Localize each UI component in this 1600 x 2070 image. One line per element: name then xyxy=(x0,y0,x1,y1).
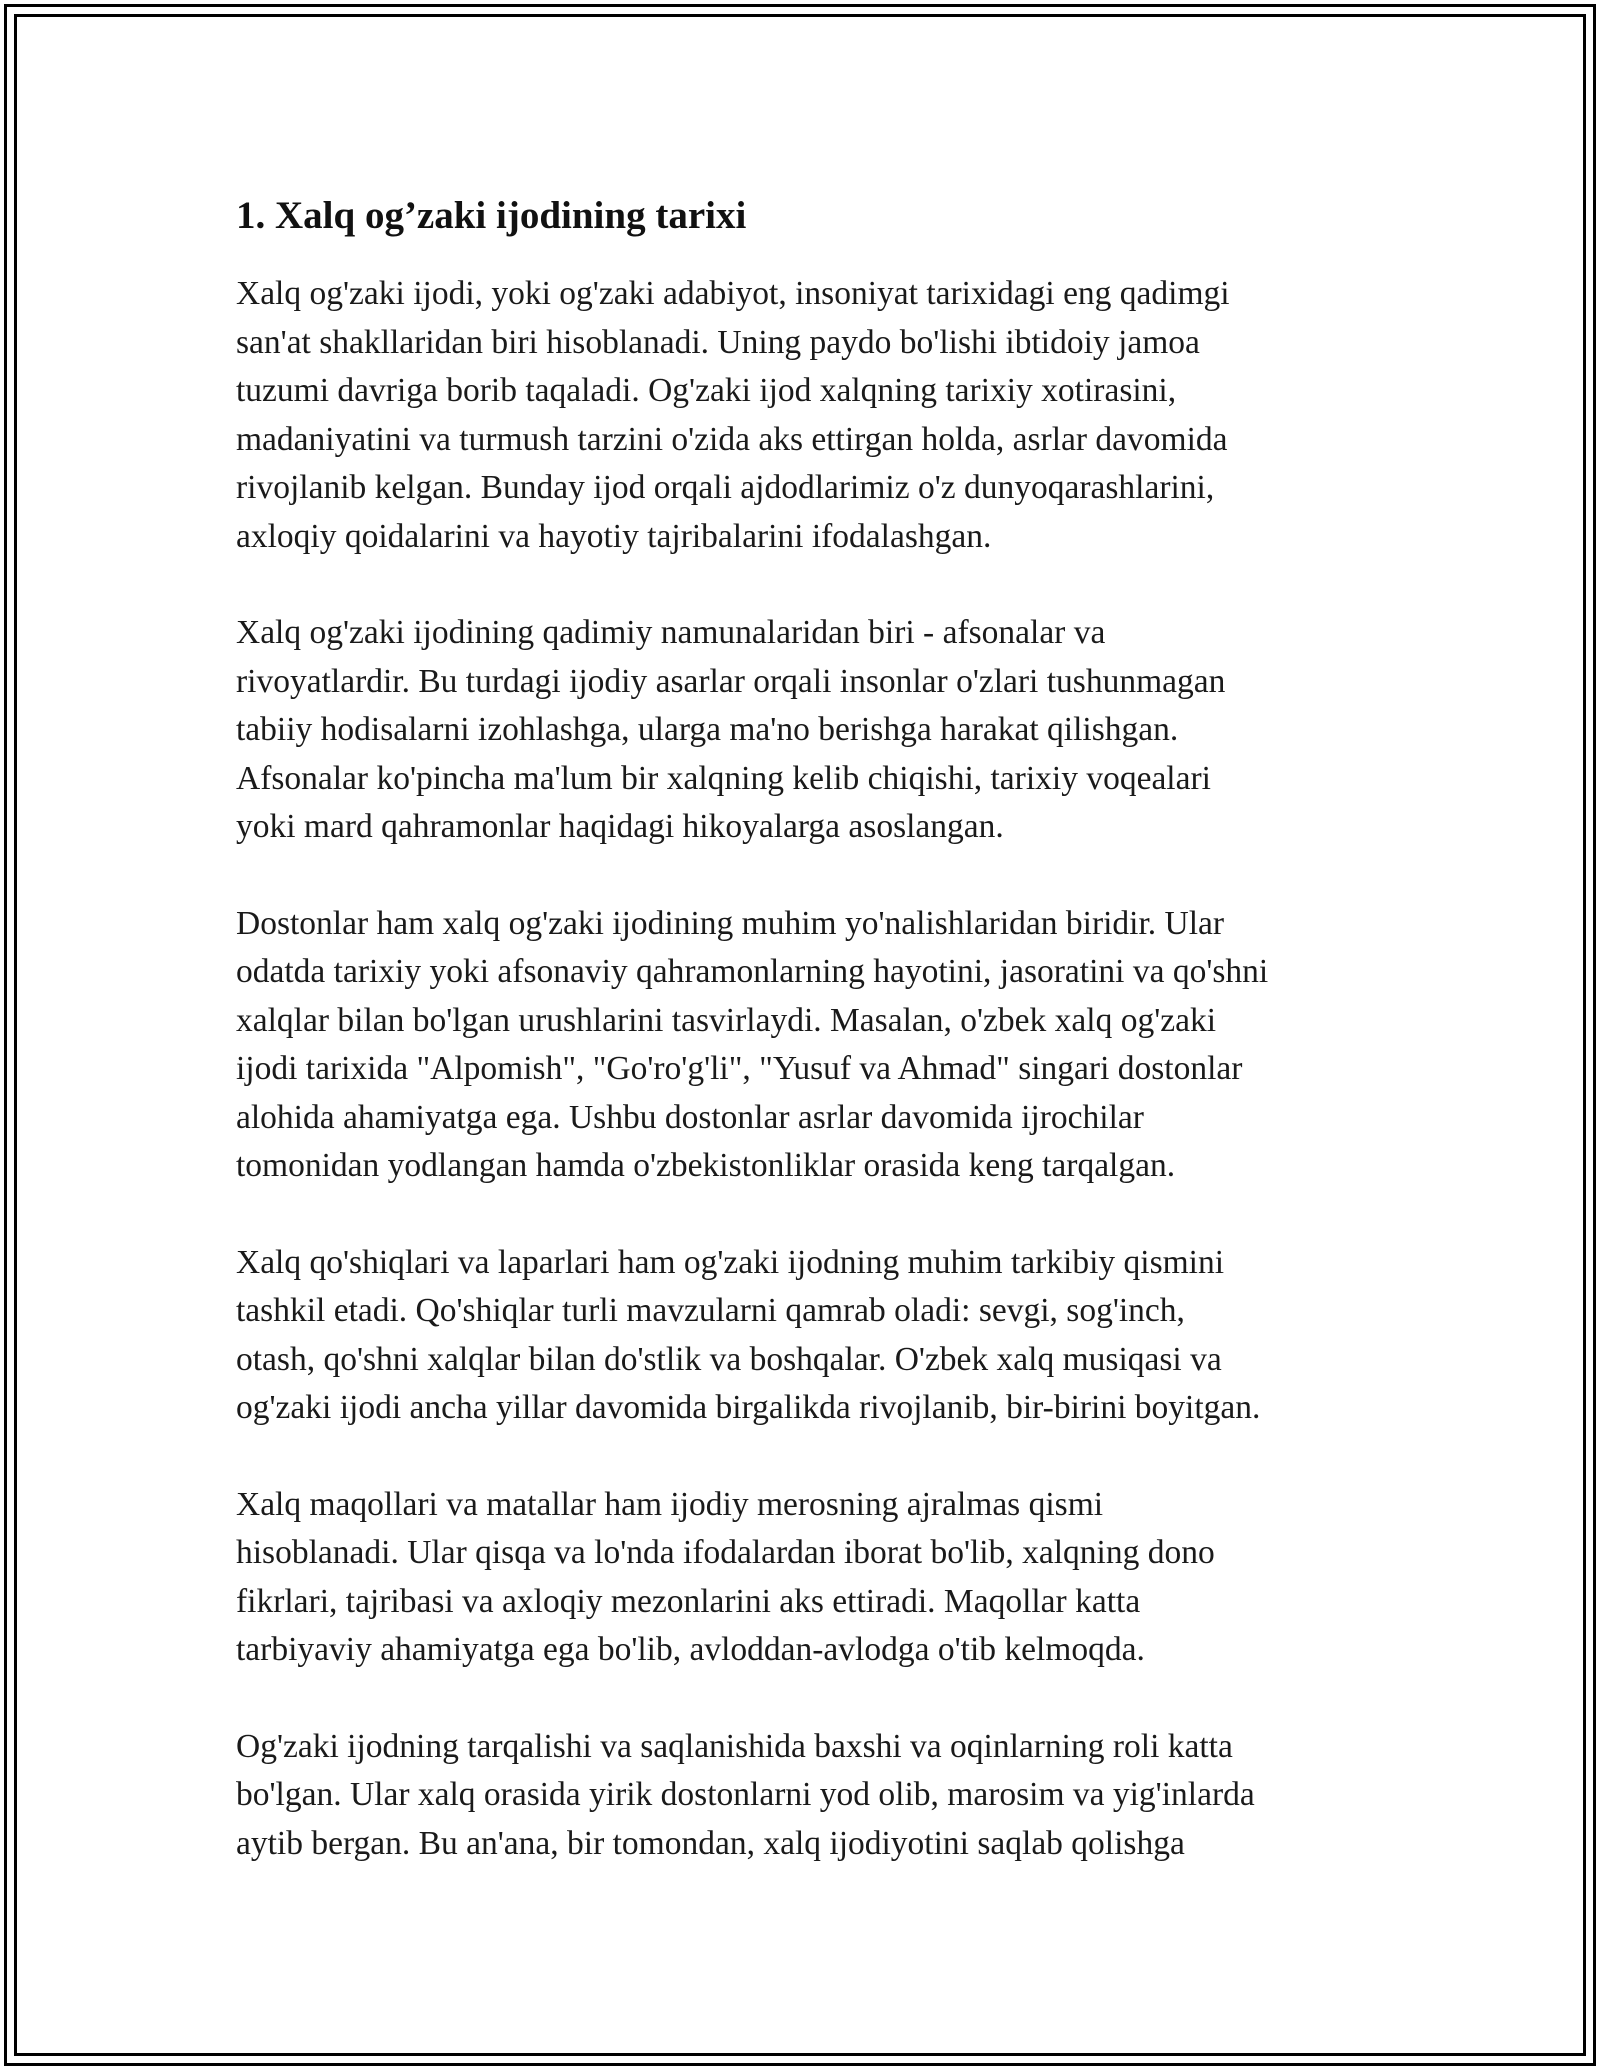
section-heading: 1. Xalq og’zaki ijodining tarixi xyxy=(236,194,747,237)
document-body xyxy=(236,187,1370,1916)
paragraph-epics: Dostonlar ham xalq og'zaki ijodining muhim yo'nalishlaridan biridir. Ular odatda tarixiy yoki afsonaviy qahramonlarning hayotini, jasoratini va qo'shni xalqlar bilan bo'lgan urushlarini tasvirlaydi. Masalan, o'zbek xalq og'zaki ijodi tarixida "Alpomish", "Go'ro'g'li", "Yusuf va Ahmad" singari dostonlar alohida ahamiyatga ega. Ushbu dostonlar asrlar davomida ijrochilar tomonidan yodlangan hamda o'zbekistonliklar orasida keng tarqalgan. xyxy=(236,904,1269,1184)
paragraph-folk-songs: Xalq qo'shiqlari va laparlari ham og'zaki ijodning muhim tarkibiy qismini tashkil etadi. Qo'shiqlar turli mavzularni qamrab oladi: sevgi, sog'inch, otash, qo'shni xalqlar bilan do'stlik va boshqalar. O'zbek xalq musiqasi va og'zaki ijodi ancha yillar davomida birgalikda rivojlanib, bir-birini boyitgan. xyxy=(236,1243,1261,1426)
paragraph-proverbs: Xalq maqollari va matallar ham ijodiy merosning ajralmas qismi hisoblanadi. Ular qisqa va lo'nda ifodalardan iborat bo'lib, xalqning dono fikrlari, tajribasi va axloqiy mezonlarini aks ettiradi. Maqollar katta tarbiyaviy ahamiyatga ega bo'lib, avloddan-avlodga o'tib kelmoqda. xyxy=(236,1485,1215,1668)
paragraph-oral-literature-origins: Xalq og'zaki ijodi, yoki og'zaki adabiyot, insoniyat tarixidagi eng qadimgi san'at shakllaridan biri hisoblanadi. Uning paydo bo'lishi ibtidoiy jamoa tuzumi davriga borib taqaladi. Og'zaki ijod xalqning tarixiy xotirasini, madaniyatini va turmush tarzini o'zida aks ettirgan holda, asrlar davomida rivojlanib kelgan. Bunday ijod orqali ajdodlarimiz o'z dunyoqarashlarini, axloqiy qoidalarini va hayotiy tajribalarini ifodalashgan. xyxy=(236,275,1230,555)
paragraph-bakhshi-and-oqins: Og'zaki ijodning tarqalishi va saqlanishida baxshi va oqinlarning roli katta bo'lgan. Ular xalq orasida yirik dostonlarni yod olib, marosim va yig'inlarda aytib bergan. Bu an'ana, bir tomondan, xalq ijodiyotini saqlab qolishga xyxy=(236,1727,1255,1862)
paragraph-legends-and-myths: Xalq og'zaki ijodining qadimiy namunalaridan biri - afsonalar va rivoyatlardir. Bu turdagi ijodiy asarlar orqali insonlar o'zlari tushunmagan tabiiy hodisalarni izohlashga, ularga ma'no berishga harakat qilishgan. Afsonalar ko'pincha ma'lum bir xalqning kelib chiqishi, tarixiy voqealari yoki mard qahramonlar haqidagi hikoyalarga asoslangan. xyxy=(236,614,1226,845)
